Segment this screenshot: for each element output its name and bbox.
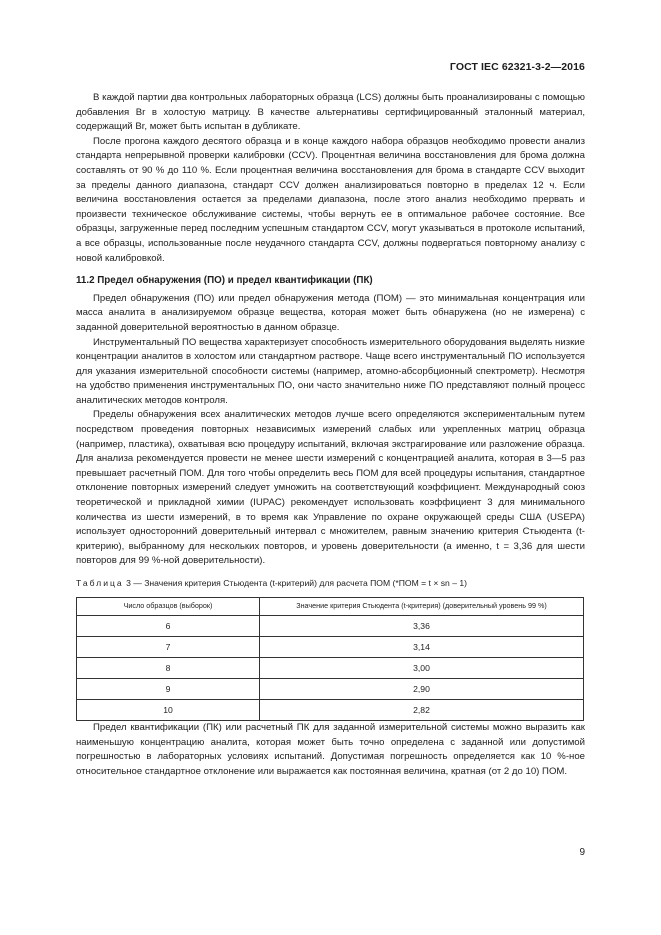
table-caption-label: Таблица (76, 578, 124, 588)
table-row (77, 637, 584, 658)
table-row (77, 616, 584, 637)
document-header: ГОСТ IEC 62321-3-2—2016 (449, 61, 585, 73)
table-row (77, 700, 584, 721)
table-header-row (77, 598, 584, 616)
student-criterion-table (76, 597, 584, 721)
cell-sample-count: 10 (77, 700, 260, 721)
page-number: 9 (579, 847, 585, 858)
cell-t-value: 3,36 (260, 616, 584, 637)
cell-t-value: 2,82 (260, 700, 584, 721)
page-content (76, 91, 585, 779)
table-caption (76, 577, 585, 589)
paragraph-ccv: После прогона каждого десятого образца и в конце каждого набора образцов необходимо провести анализ стандарта непрерывной проверки калибровки (CCV). Процентная величина восстановления для брома должна составлять от 90 % до 110 %. Если процентная величина восстановления для брома в стандарте CCV выходит за пределы данного диапазона, стандарт CCV должен анализироваться повторно в пределах 12 ч. Если величина восстановления остается за пределами диапазона, после этого анализ необходимо прервать и произвести техническое обслуживание системы, чтобы вернуть ее в оптимальное рабочее состояние. Все образцы, загруженные перед последним успешным стандартом CCV, могут указываться в протоколе испытаний, а все образцы, использованные после неудачного стандарта CCV, должны подвергаться повторному анализу с новой калибровкой. (76, 135, 585, 264)
cell-sample-count: 7 (77, 637, 260, 658)
cell-t-value: 2,90 (260, 679, 584, 700)
paragraph-instrumental-limit: Инструментальный ПО вещества характеризует способность измерительного оборудования выделять низкие концентрации аналитов в холостом или стандартном растворе. Чаще всего инструментальный ПО используется для указания измерительной способности системы (например, атомно-абсорбционный спектрометр). Несмотря на удобство применения инструментальных ПО, они часто значительно ниже ПО представляют полный процесс аналитических методов контроля. (76, 336, 585, 406)
section-heading: 11.2 Предел обнаружения (ПО) и предел квантификации (ПК) (76, 275, 373, 287)
cell-t-value: 3,00 (260, 658, 584, 679)
paragraph-lcs: В каждой партии два контрольных лабораторных образца (LCS) должны быть проанализированы с помощью добавления Br в холостую матрицу. В качестве альтернативы сертифицированный эталонный материал, содержащий Br, может быть испытан в дубликате. (76, 92, 585, 133)
paragraph-detection-limit: Предел обнаружения (ПО) или предел обнаружения метода (ПОМ) — это минимальная концентрация или масса аналита в анализируемом образце вещества, которая может быть обнаружена (но не измерена) с заданной доверительной вероятностью в данном образце. (76, 292, 585, 333)
paragraph-method-limits: Пределы обнаружения всех аналитических методов лучше всего определяются экспериментальным путем посредством проведения повторных независимых измерений слабых или укрепленных матриц образца (например, пластика), охватывая всю процедуру испытаний, включая экстрагирование или разложение образца. Для анализа рекомендуется провести не менее шести измерений с концентрацией аналита, которая в 3—5 раз превышает расчетный ПОМ. Для того чтобы определить весь ПОМ для всей процедуры испытания, стандартное отклонение повторных измерений следует умножить на соответствующий коэффициент. Международный союз теоретической и прикладной химии (IUPAC) рекомендует использовать коэффициент 3 для минимального количества из шести измерений, в то время как Управление по охране окружающей среды США (USEPA) использует односторонний доверительный интервал с множителем, равным значению критерия Стьюдента (t-критерию), выбранному для нескольких повторов, и уровень доверительности (а именно, t = 3,36 для шести повторов для 99 %-ной доверительности). (76, 409, 585, 567)
cell-sample-count: 8 (77, 658, 260, 679)
header-t-value: Значение критерия Стьюдента (t-критерия) (доверительный уровень 99 %) (260, 598, 584, 616)
header-sample-count: Число образцов (выборок) (77, 598, 260, 616)
cell-sample-count: 6 (77, 616, 260, 637)
cell-sample-count: 9 (77, 679, 260, 700)
table-caption-text: 3 — Значения критерия Стьюдента (t-критерий) для расчета ПОМ (*ПОМ = t × sn – 1) (126, 578, 468, 588)
cell-t-value: 3,14 (260, 637, 584, 658)
table-row (77, 658, 584, 679)
table-row (77, 679, 584, 700)
paragraph-quantification-limit: Предел квантификации (ПК) или расчетный ПК для заданной измерительной системы можно выразить как наименьшую концентрацию аналита, которая может быть точно определена с заданной или допустимой погрешностью в лабораторных условиях испытаний. Допустимая погрешность определяется как 10 %-ное относительное стандартное отклонение или выражается как постоянная величина, кратная (от 2 до 10) ПОМ. (76, 722, 585, 777)
